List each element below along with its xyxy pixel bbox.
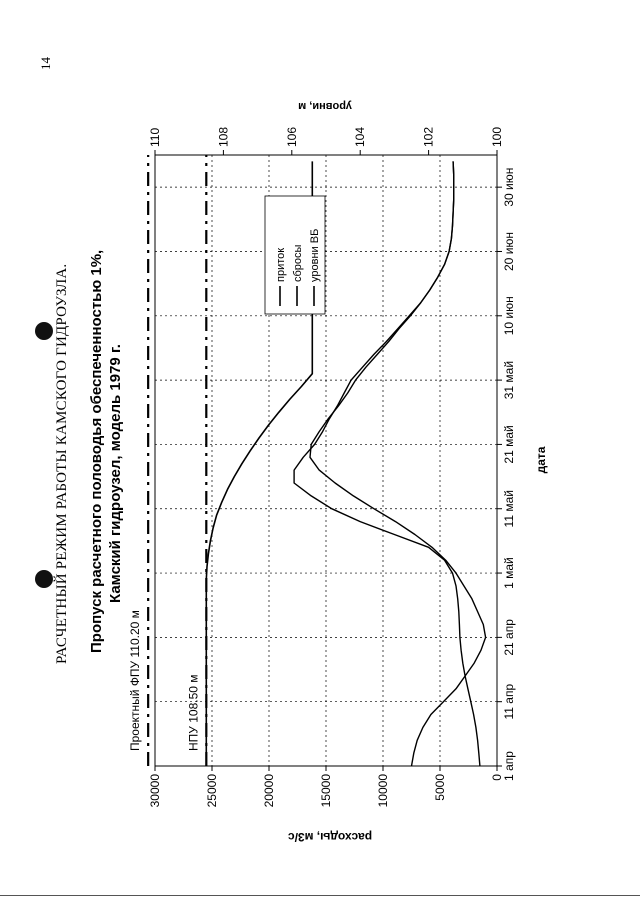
y-right-tick-label: 106 [284, 126, 299, 147]
y-left-tick-label: 25000 [205, 774, 219, 808]
y-left-tick-label: 30000 [148, 774, 162, 808]
y-left-axis-title: расходы, м3/с [287, 830, 373, 844]
y-right-tick-label: 110 [148, 127, 162, 147]
page-number: 14 [38, 57, 53, 70]
y-right-tick-label: 100 [490, 126, 504, 147]
x-tick-label: 30 июн [502, 167, 516, 207]
x-tick-label: 11 май [502, 490, 516, 528]
y-left-tick-label: 0 [490, 774, 504, 781]
page-heading: РАСЧЕТНЫЙ РЕЖИМ РАБОТЫ КАМСКОГО ГИДРОУЗЛА. [54, 263, 70, 664]
x-tick-label: 10 июн [502, 296, 516, 336]
y-right-tick-label: 104 [353, 126, 368, 147]
legend-item-discharge: сбросы [292, 244, 304, 282]
x-tick-label: 21 апр [502, 619, 516, 656]
y-right-tick-label: 102 [421, 126, 436, 147]
x-tick-label: 1 апр [502, 751, 516, 781]
legend [265, 196, 325, 314]
reference-line-fpu-label: Проектный ФПУ 110.20 м [128, 610, 143, 751]
y-left-tick-label: 20000 [262, 774, 276, 808]
chart-title-line2: Камский гидроузел, модель 1979 г. [107, 344, 124, 603]
series-line-discharge [310, 161, 486, 766]
x-tick-label: 11 апр [502, 683, 516, 720]
x-tick-label: 1 май [502, 557, 516, 589]
y-right-axis-title: уровни, м [298, 100, 352, 112]
axes [148, 100, 548, 844]
series-layer [206, 161, 485, 766]
x-tick-label: 21 май [502, 425, 516, 464]
x-tick-label: 31 май [502, 360, 516, 400]
y-left-tick-label: 10000 [376, 774, 390, 808]
y-left-tick-label: 5000 [433, 774, 447, 801]
legend-item-inflow: приток [275, 247, 287, 282]
y-right-tick-label: 108 [216, 126, 231, 147]
legend-item-levels: уровни ВБ [309, 228, 321, 282]
x-tick-label: 20 июн [502, 231, 516, 271]
chart-title-line1: Пропуск расчетного половодья обеспеченностью 1%, [88, 249, 105, 653]
y-left-tick-label: 15000 [319, 774, 333, 808]
x-axis-title: дата [534, 446, 548, 474]
page-bottom-rule [0, 895, 640, 896]
reference-line-npu-label: НПУ 108.50 м [186, 674, 201, 751]
reference-lines [128, 155, 206, 766]
